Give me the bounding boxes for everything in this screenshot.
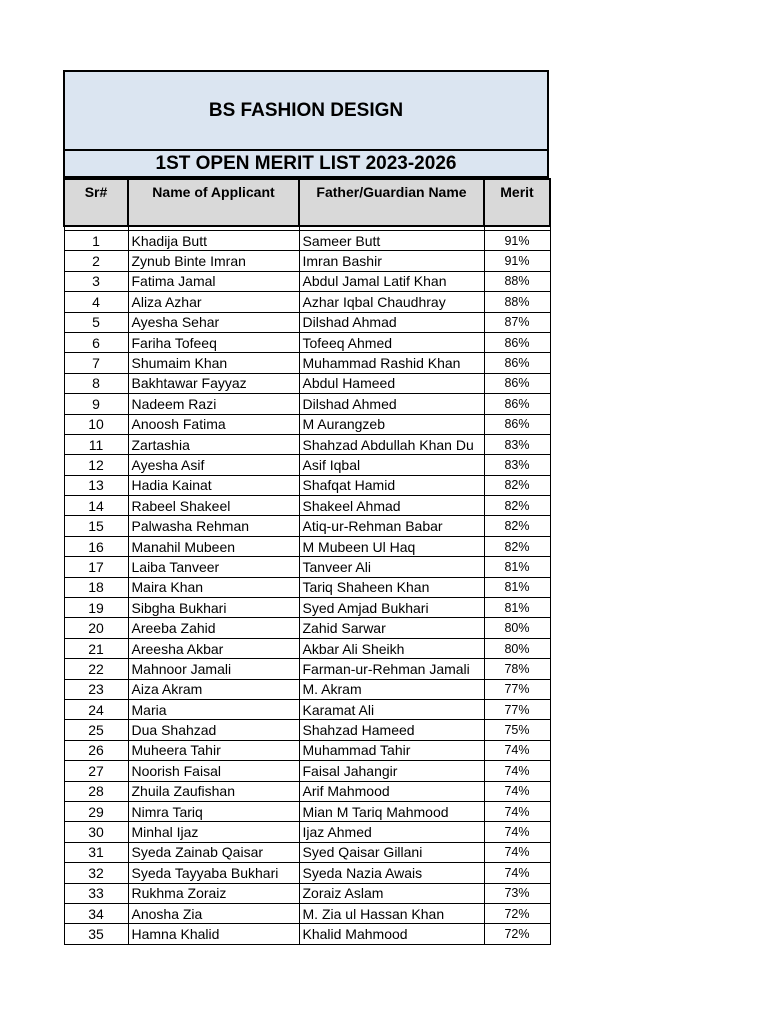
cell-father-name: Farman-ur-Rehman Jamali [299,659,484,679]
cell-merit: 80% [484,638,550,658]
cell-father-name: Syeda Nazia Awais [299,863,484,883]
cell-father-name: Zahid Sarwar [299,618,484,638]
cell-sr: 24 [64,699,128,719]
cell-sr: 18 [64,577,128,597]
cell-applicant-name: Ayesha Sehar [128,312,299,332]
table-row [64,251,550,271]
cell-father-name: M. Akram [299,679,484,699]
cell-sr: 16 [64,536,128,556]
table-row [64,577,550,597]
cell-sr: 7 [64,353,128,373]
cell-merit: 83% [484,455,550,475]
merit-list-sheet [63,70,549,945]
cell-merit: 86% [484,394,550,414]
cell-applicant-name: Aliza Azhar [128,292,299,312]
table-row [64,863,550,883]
cell-applicant-name: Areeba Zahid [128,618,299,638]
cell-sr: 29 [64,801,128,821]
cell-merit: 77% [484,699,550,719]
cell-sr: 4 [64,292,128,312]
cell-merit: 86% [484,373,550,393]
table-row [64,598,550,618]
table-row [64,496,550,516]
table-row [64,231,550,251]
cell-merit: 88% [484,292,550,312]
cell-sr: 30 [64,822,128,842]
cell-applicant-name: Shumaim Khan [128,353,299,373]
cell-father-name: Azhar Iqbal Chaudhray [299,292,484,312]
cell-father-name: Shahzad Abdullah Khan Du [299,434,484,454]
table-row [64,659,550,679]
cell-applicant-name: Fariha Tofeeq [128,332,299,352]
cell-father-name: Atiq-ur-Rehman Babar [299,516,484,536]
cell-applicant-name: Sibgha Bukhari [128,598,299,618]
cell-merit: 82% [484,516,550,536]
cell-applicant-name: Zartashia [128,434,299,454]
cell-merit: 91% [484,251,550,271]
table-row [64,536,550,556]
cell-father-name: M Aurangzeb [299,414,484,434]
cell-merit: 74% [484,740,550,760]
cell-father-name: Akbar Ali Sheikh [299,638,484,658]
cell-sr: 26 [64,740,128,760]
cell-applicant-name: Zhuila Zaufishan [128,781,299,801]
header-father: Father/Guardian Name [299,179,484,226]
cell-sr: 12 [64,455,128,475]
cell-sr: 23 [64,679,128,699]
cell-sr: 25 [64,720,128,740]
cell-applicant-name: Maria [128,699,299,719]
cell-sr: 10 [64,414,128,434]
cell-merit: 81% [484,598,550,618]
cell-applicant-name: Maira Khan [128,577,299,597]
table-row [64,924,550,944]
table-row [64,394,550,414]
cell-father-name: Tanveer Ali [299,557,484,577]
table-row [64,434,550,454]
cell-father-name: Dilshad Ahmed [299,394,484,414]
cell-father-name: Dilshad Ahmad [299,312,484,332]
table-row [64,781,550,801]
header-merit: Merit [484,179,550,226]
cell-merit: 88% [484,271,550,291]
cell-applicant-name: Areesha Akbar [128,638,299,658]
table-body [64,226,550,944]
cell-sr: 27 [64,761,128,781]
table-row [64,842,550,862]
table-row [64,822,550,842]
cell-sr: 19 [64,598,128,618]
table-row [64,332,550,352]
cell-sr: 20 [64,618,128,638]
cell-merit: 75% [484,720,550,740]
cell-merit: 91% [484,231,550,251]
table-row [64,761,550,781]
cell-merit: 82% [484,496,550,516]
cell-applicant-name: Hamna Khalid [128,924,299,944]
cell-father-name: Zoraiz Aslam [299,883,484,903]
cell-father-name: Asif Iqbal [299,455,484,475]
cell-merit: 81% [484,577,550,597]
cell-sr: 31 [64,842,128,862]
cell-father-name: Abdul Hameed [299,373,484,393]
cell-applicant-name: Minhal Ijaz [128,822,299,842]
cell-sr: 11 [64,434,128,454]
table-row [64,699,550,719]
cell-applicant-name: Zynub Binte Imran [128,251,299,271]
cell-sr: 35 [64,924,128,944]
table-header-row [64,179,550,226]
table-row [64,516,550,536]
cell-sr: 5 [64,312,128,332]
table-row [64,638,550,658]
table-row [64,373,550,393]
cell-applicant-name: Muheera Tahir [128,740,299,760]
program-title: BS FASHION DESIGN [63,70,549,151]
cell-sr: 8 [64,373,128,393]
cell-sr: 15 [64,516,128,536]
cell-father-name: Karamat Ali [299,699,484,719]
cell-sr: 2 [64,251,128,271]
cell-father-name: Syed Amjad Bukhari [299,598,484,618]
cell-applicant-name: Fatima Jamal [128,271,299,291]
cell-sr: 22 [64,659,128,679]
cell-sr: 33 [64,883,128,903]
cell-applicant-name: Anoosh Fatima [128,414,299,434]
cell-applicant-name: Rukhma Zoraiz [128,883,299,903]
table-row [64,883,550,903]
header-sr: Sr# [64,179,128,226]
table-row [64,903,550,923]
cell-father-name: Syed Qaisar Gillani [299,842,484,862]
cell-applicant-name: Anosha Zia [128,903,299,923]
merit-list-title: 1ST OPEN MERIT LIST 2023-2026 [63,151,549,178]
cell-sr: 28 [64,781,128,801]
cell-sr: 34 [64,903,128,923]
cell-father-name: Arif Mahmood [299,781,484,801]
table-row [64,312,550,332]
cell-applicant-name: Nimra Tariq [128,801,299,821]
cell-sr: 17 [64,557,128,577]
cell-applicant-name: Syeda Zainab Qaisar [128,842,299,862]
cell-father-name: Khalid Mahmood [299,924,484,944]
cell-sr: 9 [64,394,128,414]
cell-applicant-name: Manahil Mubeen [128,536,299,556]
header-name: Name of Applicant [128,179,299,226]
cell-merit: 83% [484,434,550,454]
cell-applicant-name: Khadija Butt [128,231,299,251]
table-row [64,801,550,821]
cell-applicant-name: Hadia Kainat [128,475,299,495]
cell-sr: 14 [64,496,128,516]
cell-father-name: Faisal Jahangir [299,761,484,781]
cell-father-name: Mian M Tariq Mahmood [299,801,484,821]
cell-sr: 3 [64,271,128,291]
cell-merit: 86% [484,353,550,373]
table-row [64,740,550,760]
cell-merit: 73% [484,883,550,903]
table-row [64,292,550,312]
cell-applicant-name: Nadeem Razi [128,394,299,414]
cell-father-name: Shafqat Hamid [299,475,484,495]
cell-father-name: Muhammad Rashid Khan [299,353,484,373]
cell-father-name: Tofeeq Ahmed [299,332,484,352]
cell-father-name: Tariq Shaheen Khan [299,577,484,597]
cell-merit: 74% [484,842,550,862]
cell-sr: 32 [64,863,128,883]
cell-father-name: Abdul Jamal Latif Khan [299,271,484,291]
cell-merit: 74% [484,761,550,781]
table-row [64,271,550,291]
cell-father-name: Shahzad Hameed [299,720,484,740]
table-row [64,720,550,740]
cell-father-name: M. Zia ul Hassan Khan [299,903,484,923]
table-row [64,353,550,373]
cell-merit: 86% [484,414,550,434]
cell-merit: 72% [484,903,550,923]
cell-merit: 74% [484,781,550,801]
cell-merit: 82% [484,475,550,495]
merit-table [63,178,551,945]
cell-merit: 87% [484,312,550,332]
cell-father-name: Muhammad Tahir [299,740,484,760]
cell-sr: 21 [64,638,128,658]
cell-father-name: Sameer Butt [299,231,484,251]
cell-merit: 74% [484,863,550,883]
cell-merit: 82% [484,536,550,556]
table-row [64,475,550,495]
cell-father-name: Shakeel Ahmad [299,496,484,516]
cell-father-name: M Mubeen Ul Haq [299,536,484,556]
table-row [64,679,550,699]
table-row [64,557,550,577]
table-row [64,455,550,475]
cell-merit: 81% [484,557,550,577]
cell-merit: 77% [484,679,550,699]
cell-sr: 13 [64,475,128,495]
cell-applicant-name: Palwasha Rehman [128,516,299,536]
cell-applicant-name: Noorish Faisal [128,761,299,781]
cell-applicant-name: Mahnoor Jamali [128,659,299,679]
table-row [64,414,550,434]
cell-father-name: Ijaz Ahmed [299,822,484,842]
cell-sr: 1 [64,231,128,251]
cell-merit: 80% [484,618,550,638]
cell-father-name: Imran Bashir [299,251,484,271]
cell-applicant-name: Laiba Tanveer [128,557,299,577]
cell-merit: 74% [484,822,550,842]
cell-applicant-name: Rabeel Shakeel [128,496,299,516]
cell-merit: 74% [484,801,550,821]
cell-merit: 78% [484,659,550,679]
cell-applicant-name: Syeda Tayyaba Bukhari [128,863,299,883]
table-row [64,618,550,638]
cell-sr: 6 [64,332,128,352]
cell-applicant-name: Dua Shahzad [128,720,299,740]
cell-merit: 86% [484,332,550,352]
cell-merit: 72% [484,924,550,944]
cell-applicant-name: Aiza Akram [128,679,299,699]
cell-applicant-name: Ayesha Asif [128,455,299,475]
cell-applicant-name: Bakhtawar Fayyaz [128,373,299,393]
